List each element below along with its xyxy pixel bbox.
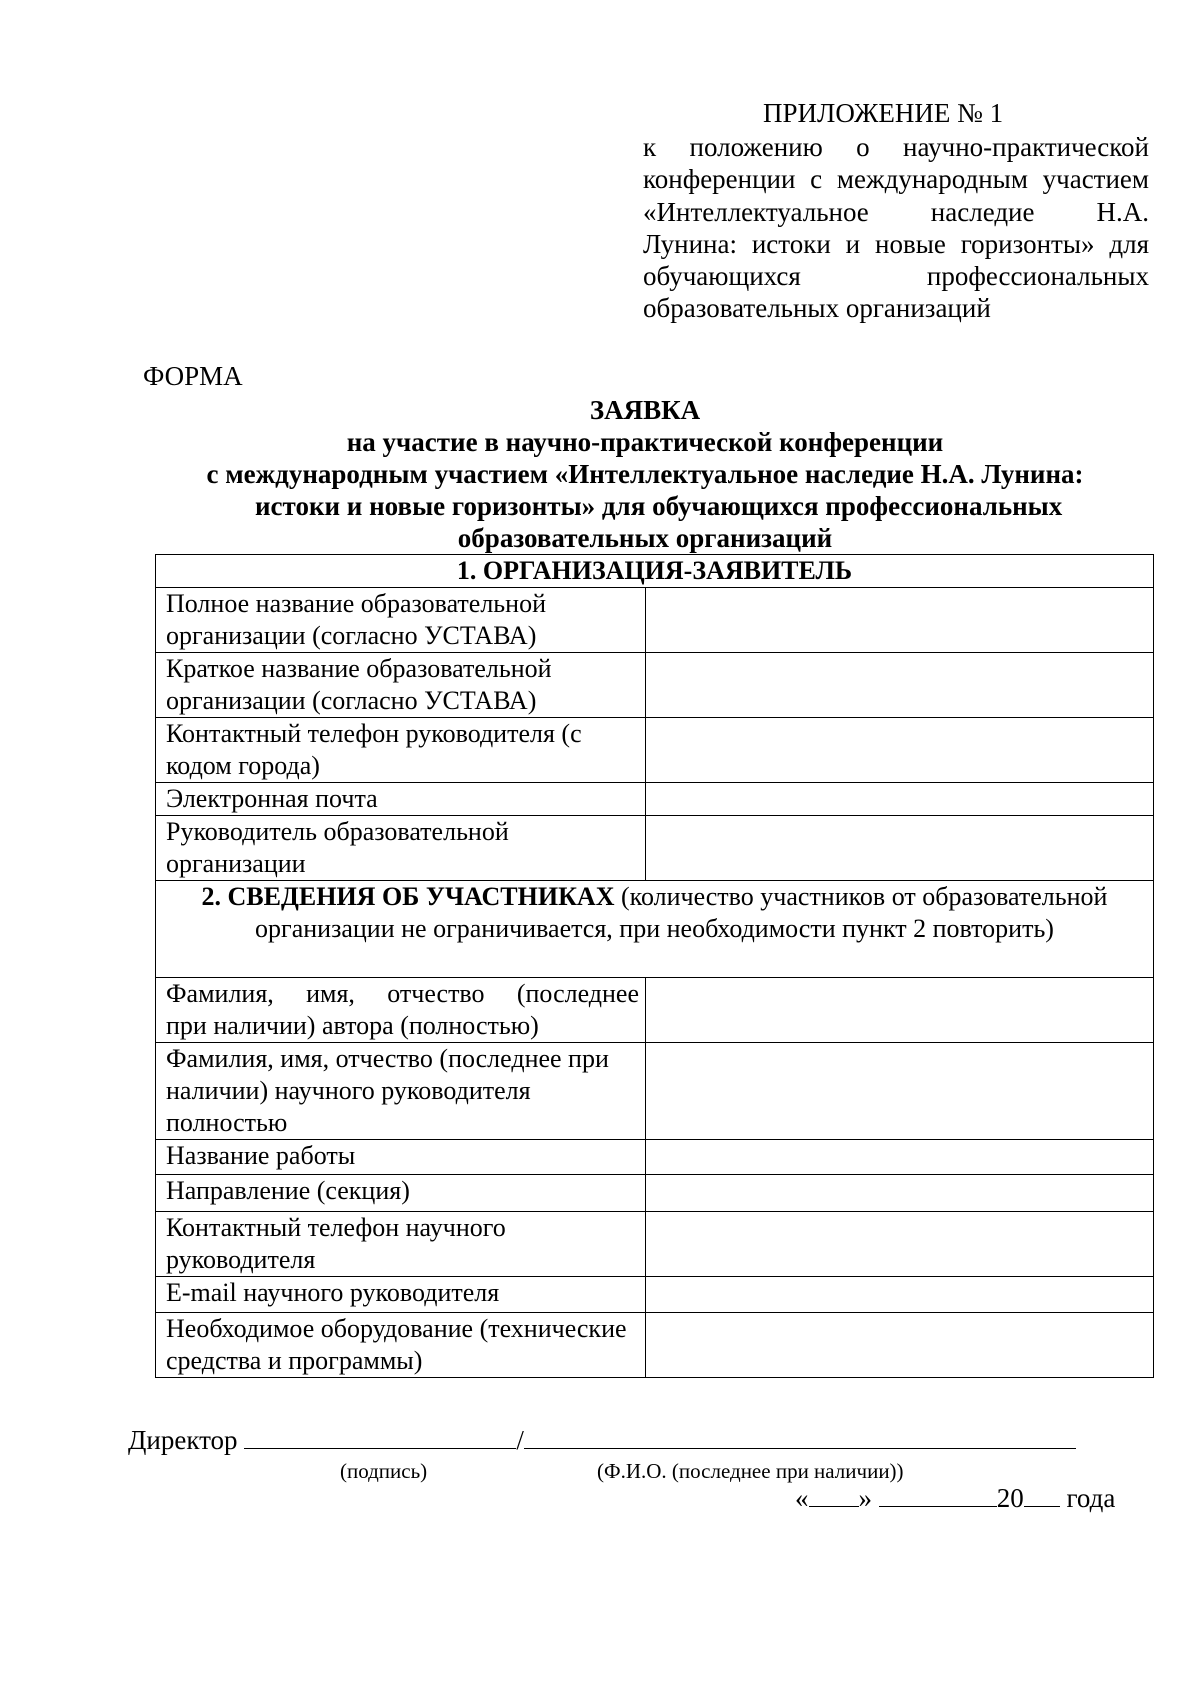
- appendix-line: «Интеллектуальное наследие Н.А.: [643, 196, 1149, 227]
- section-header-note: (количество участников от образовательной организации не ограничивается, при необходимости пункт 2 повторить): [255, 882, 1108, 943]
- appendix-line: обучающихся профессиональных: [643, 261, 1149, 292]
- full-name-blank[interactable]: [524, 1422, 1076, 1449]
- field-label: Полное название образовательной организации (согласно УСТАВА): [156, 588, 646, 653]
- table-row: [156, 1277, 1154, 1313]
- section-header-title: 2. СВЕДЕНИЯ ОБ УЧАСТНИКАХ: [201, 882, 615, 911]
- field-label: Необходимое оборудование (технические средства и программы): [156, 1313, 646, 1378]
- equipment-field[interactable]: [646, 1313, 1154, 1378]
- section-header-row: [156, 555, 1154, 588]
- table-row: [156, 816, 1154, 881]
- table-row: [156, 718, 1154, 783]
- appendix-title: ПРИЛОЖЕНИЕ № 1: [763, 98, 1004, 128]
- title-line: образовательных организаций: [457, 523, 833, 553]
- application-title: [150, 394, 1140, 554]
- head-phone-field[interactable]: [646, 718, 1154, 783]
- signature-blank[interactable]: [244, 1422, 516, 1449]
- date-line: [795, 1480, 1115, 1515]
- field-label: [156, 978, 646, 1043]
- author-name-field[interactable]: [646, 978, 1154, 1043]
- table-row: [156, 588, 1154, 653]
- org-head-field[interactable]: [646, 816, 1154, 881]
- table-row: [156, 1043, 1154, 1140]
- application-form-table: [155, 554, 1154, 1378]
- short-org-name-field[interactable]: [646, 653, 1154, 718]
- table-row: [156, 978, 1154, 1043]
- month-blank[interactable]: [879, 1480, 997, 1507]
- table-row: [156, 1313, 1154, 1378]
- director-signature-line: [128, 1422, 1076, 1457]
- signature-caption: (подпись): [340, 1459, 428, 1483]
- title-line: с международным участием «Интеллектуальное наследие Н.А. Лунина:: [206, 459, 1084, 489]
- full-name-caption: (Ф.И.О. (последнее при наличии)): [597, 1459, 904, 1483]
- table-row: [156, 1140, 1154, 1175]
- supervisor-email-field[interactable]: [646, 1277, 1154, 1313]
- date-open-quote: «: [795, 1483, 809, 1513]
- field-label-line: Фамилия, имя, отчество (последнее: [166, 979, 639, 1008]
- day-blank[interactable]: [809, 1480, 859, 1507]
- appendix-line: Лунина: истоки и новые горизонты» для: [643, 228, 1149, 259]
- year-century: 20: [996, 1483, 1024, 1513]
- year-blank[interactable]: [1024, 1480, 1060, 1507]
- appendix-line: конференции с международным участием: [643, 164, 1149, 195]
- field-label: Название работы: [156, 1140, 646, 1175]
- date-suffix: года: [1066, 1483, 1116, 1513]
- supervisor-phone-field[interactable]: [646, 1212, 1154, 1277]
- form-label: ФОРМА: [143, 361, 243, 391]
- appendix-description: [643, 131, 1149, 325]
- field-label: Контактный телефон научного руководителя: [156, 1212, 646, 1277]
- signature-slash: /: [516, 1425, 524, 1455]
- title-heading: ЗАЯВКА: [589, 395, 701, 425]
- director-label: Директор: [128, 1425, 238, 1455]
- appendix-line: образовательных организаций: [643, 293, 991, 324]
- table-row: [156, 1175, 1154, 1212]
- title-line: истоки и новые горизонты» для обучающихся профессиональных: [255, 491, 1063, 521]
- field-label: E-mail научного руководителя: [156, 1277, 646, 1313]
- work-title-field[interactable]: [646, 1140, 1154, 1175]
- section-header-organization: 1. ОРГАНИЗАЦИЯ-ЗАЯВИТЕЛЬ: [156, 555, 1154, 588]
- field-label: Фамилия, имя, отчество (последнее при наличии) научного руководителя полностью: [156, 1043, 646, 1140]
- table-row: [156, 783, 1154, 816]
- field-label: Руководитель образовательной организации: [156, 816, 646, 881]
- full-org-name-field[interactable]: [646, 588, 1154, 653]
- table-row: [156, 1212, 1154, 1277]
- email-field[interactable]: [646, 783, 1154, 816]
- section-header-row: [156, 881, 1154, 978]
- supervisor-name-field[interactable]: [646, 1043, 1154, 1140]
- field-label: Направление (секция): [156, 1175, 646, 1212]
- section-header-participants: [156, 881, 1154, 978]
- table-row: [156, 653, 1154, 718]
- appendix-line: к положению о научно-практической: [643, 132, 1149, 162]
- field-label: Краткое название образовательной организации (согласно УСТАВА): [156, 653, 646, 718]
- title-line: на участие в научно-практической конференции: [346, 427, 944, 457]
- field-label: Контактный телефон руководителя (с кодом города): [156, 718, 646, 783]
- date-close-quote: »: [858, 1483, 872, 1513]
- section-field[interactable]: [646, 1175, 1154, 1212]
- field-label: Электронная почта: [156, 783, 646, 816]
- field-label-line: при наличии) автора (полностью): [166, 1011, 539, 1040]
